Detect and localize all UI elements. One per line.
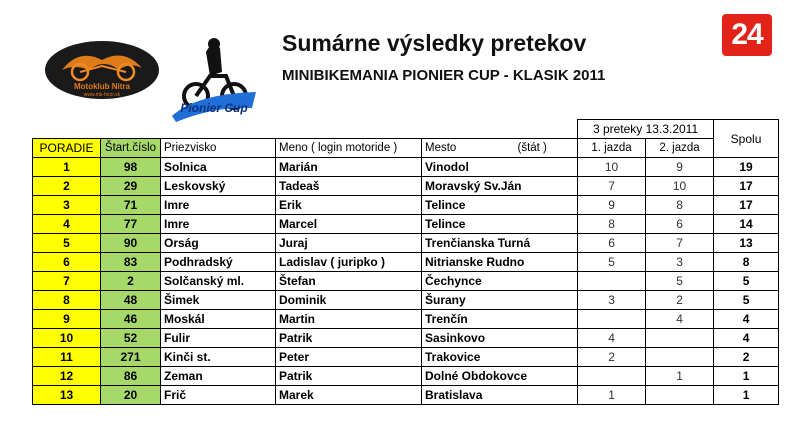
table-row <box>33 253 779 272</box>
city-cell: Nitrianske Rudno <box>422 253 515 272</box>
race2-points-cell: 4 <box>646 310 714 329</box>
start-number-cell: 86 <box>101 367 161 386</box>
race1-points-cell: 5 <box>578 253 646 272</box>
city-cell: Čechynce <box>422 272 515 291</box>
race1-points-cell: 10 <box>578 158 646 177</box>
race2-points-cell: 10 <box>646 177 714 196</box>
total-cell: 19 <box>714 158 779 177</box>
race1-points-cell <box>578 272 646 291</box>
surname-cell: Leskovský <box>161 177 276 196</box>
motoklub-nitra-logo <box>44 40 160 100</box>
table-row <box>33 215 779 234</box>
state-cell <box>515 291 578 310</box>
col-header-poradie: PORADIE <box>33 139 101 158</box>
start-number-cell: 271 <box>101 348 161 367</box>
race2-points-cell: 7 <box>646 234 714 253</box>
city-cell: Telince <box>422 196 515 215</box>
table-row <box>33 367 779 386</box>
state-cell <box>515 272 578 291</box>
rank-cell: 1 <box>33 158 101 177</box>
rank-cell: 6 <box>33 253 101 272</box>
total-cell: 1 <box>714 386 779 405</box>
state-cell <box>515 348 578 367</box>
race1-points-cell: 3 <box>578 291 646 310</box>
total-cell: 5 <box>714 291 779 310</box>
race2-points-cell: 9 <box>646 158 714 177</box>
table-row <box>33 234 779 253</box>
start-number-cell: 2 <box>101 272 161 291</box>
surname-cell: Orság <box>161 234 276 253</box>
pionier-cup-logo <box>166 32 262 124</box>
race2-points-cell: 5 <box>646 272 714 291</box>
race2-points-cell: 6 <box>646 215 714 234</box>
surname-cell: Solnica <box>161 158 276 177</box>
surname-cell: Fulir <box>161 329 276 348</box>
race1-points-cell: 2 <box>578 348 646 367</box>
race2-points-cell <box>646 386 714 405</box>
race2-points-cell: 1 <box>646 367 714 386</box>
table-row <box>33 329 779 348</box>
city-cell: Dolné Obdokovce <box>422 367 515 386</box>
rank-cell: 3 <box>33 196 101 215</box>
state-cell <box>515 177 578 196</box>
total-cell: 2 <box>714 348 779 367</box>
surname-cell: Imre <box>161 215 276 234</box>
race2-points-cell <box>646 348 714 367</box>
race1-points-cell: 7 <box>578 177 646 196</box>
firstname-cell: Marek <box>276 386 422 405</box>
state-cell <box>515 310 578 329</box>
badge-24-logo <box>722 14 772 56</box>
total-cell: 8 <box>714 253 779 272</box>
col-header-stat: (štát ) <box>515 139 578 158</box>
city-cell: Bratislava <box>422 386 515 405</box>
table-row <box>33 310 779 329</box>
surname-cell: Imre <box>161 196 276 215</box>
firstname-cell: Juraj <box>276 234 422 253</box>
race1-points-cell: 4 <box>578 329 646 348</box>
total-cell: 14 <box>714 215 779 234</box>
firstname-cell: Patrik <box>276 329 422 348</box>
city-cell: Vinodol <box>422 158 515 177</box>
table-row <box>33 272 779 291</box>
surname-cell: Kinči st. <box>161 348 276 367</box>
rank-cell: 5 <box>33 234 101 253</box>
city-cell: Trakovice <box>422 348 515 367</box>
city-cell: Moravský Sv.Ján <box>422 177 515 196</box>
spolu-header: Spolu <box>714 120 779 158</box>
firstname-cell: Tadeaš <box>276 177 422 196</box>
total-cell: 17 <box>714 177 779 196</box>
page-subtitle: MINIBIKEMANIA PIONIER CUP - KLASIK 2011 <box>282 67 606 84</box>
state-cell <box>515 215 578 234</box>
total-cell: 17 <box>714 196 779 215</box>
firstname-cell: Martin <box>276 310 422 329</box>
col-header-start: Štart.číslo <box>101 139 161 158</box>
table-row <box>33 291 779 310</box>
state-cell <box>515 158 578 177</box>
page-title: Sumárne výsledky pretekov <box>282 30 587 56</box>
table-row <box>33 386 779 405</box>
col-header-priezvisko: Priezvisko <box>161 139 276 158</box>
col-header-jazda1: 1. jazda <box>578 139 646 158</box>
city-cell: Telince <box>422 215 515 234</box>
state-cell <box>515 196 578 215</box>
start-number-cell: 46 <box>101 310 161 329</box>
surname-cell: Zeman <box>161 367 276 386</box>
rank-cell: 4 <box>33 215 101 234</box>
rank-cell: 10 <box>33 329 101 348</box>
start-number-cell: 83 <box>101 253 161 272</box>
race1-points-cell <box>578 310 646 329</box>
total-cell: 1 <box>714 367 779 386</box>
surname-cell: Moskál <box>161 310 276 329</box>
race2-points-cell: 2 <box>646 291 714 310</box>
col-header-meno: Meno ( login motoride ) <box>276 139 422 158</box>
firstname-cell: Štefan <box>276 272 422 291</box>
race2-points-cell: 3 <box>646 253 714 272</box>
rank-cell: 8 <box>33 291 101 310</box>
col-header-mesto: Mesto <box>422 139 515 158</box>
start-number-cell: 71 <box>101 196 161 215</box>
table-row <box>33 196 779 215</box>
total-cell: 13 <box>714 234 779 253</box>
race1-points-cell: 1 <box>578 386 646 405</box>
start-number-cell: 77 <box>101 215 161 234</box>
rank-cell: 2 <box>33 177 101 196</box>
race-group-row <box>33 120 779 139</box>
race-group-label: 3 preteky 13.3.2011 <box>578 120 714 139</box>
firstname-cell: Marián <box>276 158 422 177</box>
table-row <box>33 158 779 177</box>
start-number-cell: 20 <box>101 386 161 405</box>
total-cell: 4 <box>714 310 779 329</box>
surname-cell: Solčanský ml. <box>161 272 276 291</box>
logo-url: www.mk-forzr.sk <box>83 92 121 98</box>
city-cell: Sasinkovo <box>422 329 515 348</box>
race1-points-cell: 9 <box>578 196 646 215</box>
logo-text: Motoklub Nitra <box>74 82 130 91</box>
start-number-cell: 90 <box>101 234 161 253</box>
race2-points-cell <box>646 329 714 348</box>
total-cell: 5 <box>714 272 779 291</box>
results-table <box>32 119 779 405</box>
surname-cell: Frič <box>161 386 276 405</box>
start-number-cell: 29 <box>101 177 161 196</box>
state-cell <box>515 329 578 348</box>
firstname-cell: Ladislav ( juripko ) <box>276 253 422 272</box>
race1-points-cell: 6 <box>578 234 646 253</box>
start-number-cell: 48 <box>101 291 161 310</box>
race2-points-cell: 8 <box>646 196 714 215</box>
city-cell: Trenčianska Turná <box>422 234 515 253</box>
city-cell: Šurany <box>422 291 515 310</box>
firstname-cell: Peter <box>276 348 422 367</box>
start-number-cell: 98 <box>101 158 161 177</box>
table-row <box>33 348 779 367</box>
rank-cell: 11 <box>33 348 101 367</box>
table-row <box>33 177 779 196</box>
race1-points-cell <box>578 367 646 386</box>
firstname-cell: Dominik <box>276 291 422 310</box>
total-cell: 4 <box>714 329 779 348</box>
surname-cell: Podhradský <box>161 253 276 272</box>
rank-cell: 13 <box>33 386 101 405</box>
start-number-cell: 52 <box>101 329 161 348</box>
rank-cell: 12 <box>33 367 101 386</box>
firstname-cell: Erik <box>276 196 422 215</box>
pionier-logo-text: Pionier Cup <box>180 101 248 115</box>
state-cell <box>515 386 578 405</box>
firstname-cell: Patrik <box>276 367 422 386</box>
city-cell: Trenčín <box>422 310 515 329</box>
rank-cell: 7 <box>33 272 101 291</box>
rank-cell: 9 <box>33 310 101 329</box>
race1-points-cell: 8 <box>578 215 646 234</box>
surname-cell: Šimek <box>161 291 276 310</box>
firstname-cell: Marcel <box>276 215 422 234</box>
col-header-jazda2: 2. jazda <box>646 139 714 158</box>
header-row <box>33 139 779 158</box>
badge-24-text: 24 <box>731 18 763 51</box>
